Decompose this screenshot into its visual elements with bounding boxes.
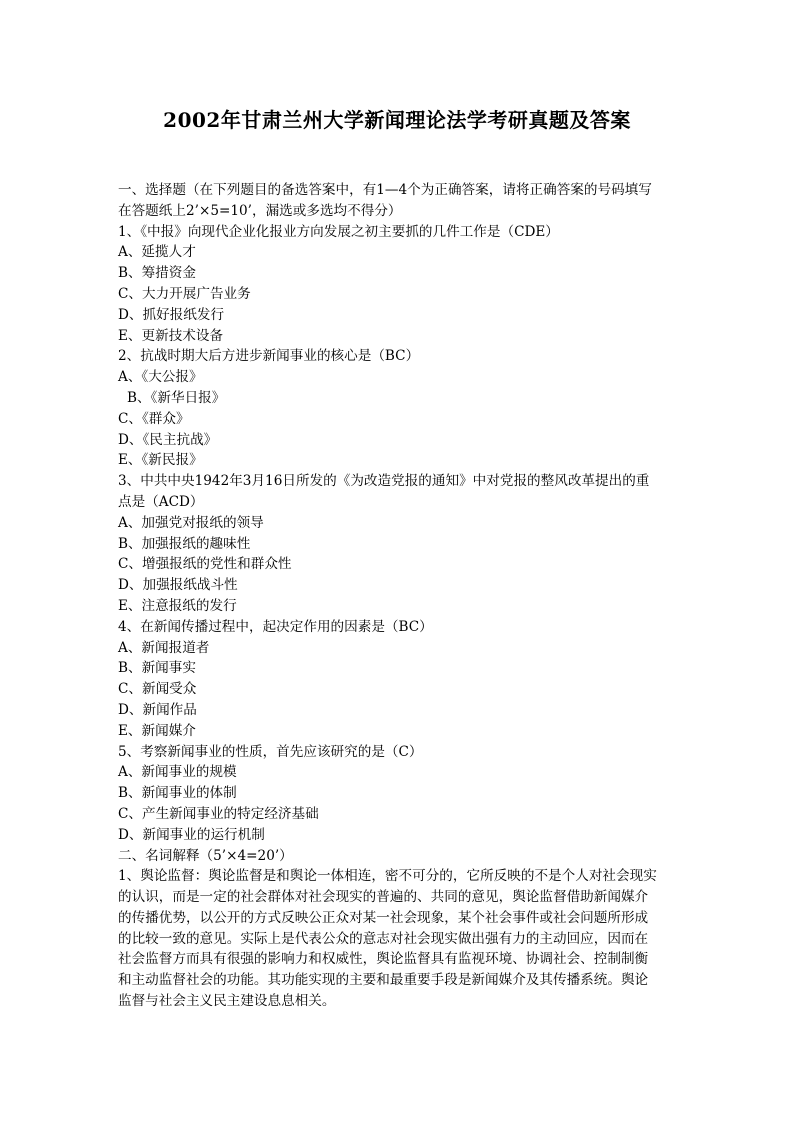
question-2-option-d: D、《民主抗战》: [118, 431, 218, 448]
question-4-option-e: E、新闻媒介: [118, 722, 196, 739]
section2-paragraph-line: 监督与社会主义民主建设息息相关。: [118, 993, 336, 1010]
question-2-option-e: E、《新民报》: [118, 452, 203, 469]
question-1-option-b: B、筹措资金: [118, 265, 196, 282]
question-1-text: 1、《中报》向现代企业化报业方向发展之初主要抓的几件工作是（CDE）: [118, 223, 559, 240]
question-1-option-a: A、延揽人才: [118, 244, 196, 261]
question-3-text: 点是（ACD）: [118, 493, 204, 510]
document-body: [118, 180, 678, 1012]
section2-paragraph-line: 和主动监督社会的功能。其功能实现的主要和最重要手段是新闻媒介及其传播系统。舆论: [118, 972, 649, 989]
section2-paragraph-line: 的传播优势，以公开的方式反映公正众对某一社会现象，某个社会事件或社会问题所形成: [118, 909, 649, 926]
document-title: 2002年甘肃兰州大学新闻理论法学考研真题及答案: [163, 108, 631, 132]
question-1-option-e: E、更新技术设备: [118, 327, 224, 344]
question-5-option-b: B、新闻事业的体制: [118, 785, 237, 802]
question-2-text: 2、抗战时期大后方进步新闻事业的核心是（BC）: [118, 348, 420, 365]
question-3-option-d: D、加强报纸战斗性: [118, 577, 238, 594]
question-5-option-c: C、产生新闻事业的特定经济基础: [118, 805, 319, 822]
question-5-option-a: A、新闻事业的规模: [118, 764, 237, 781]
section2-paragraph-line: 的认识，而是一定的社会群体对社会现实的普遍的、共同的意见，舆论监督借助新闻媒介: [118, 889, 649, 906]
question-3-text: 3、中共中央1942年3月16日所发的《为改造党报的通知》中对党报的整风改革提出的重: [118, 473, 650, 490]
question-4-option-d: D、新闻作品: [118, 701, 197, 718]
question-3-option-e: E、注意报纸的发行: [118, 597, 237, 614]
question-5-option-d: D、新闻事业的运行机制: [118, 826, 265, 843]
question-4-option-b: B、新闻事实: [118, 660, 196, 677]
question-4-option-c: C、新闻受众: [118, 681, 197, 698]
question-4-text: 4、在新闻传播过程中，起决定作用的因素是（BC）: [118, 618, 433, 635]
question-1-option-c: C、大力开展广告业务: [118, 285, 251, 302]
question-3-option-c: C、增强报纸的党性和群众性: [118, 556, 292, 573]
question-1-option-d: D、抓好报纸发行: [118, 306, 225, 323]
question-4-option-a: A、新闻报道者: [118, 639, 210, 656]
question-2-option-c: C、《群众》: [118, 410, 190, 427]
question-2-option-a: A、《大公报》: [118, 369, 203, 386]
question-3-option-a: A、加强党对报纸的领导: [118, 514, 264, 531]
question-5-text: 5、考察新闻事业的性质，首先应该研究的是（C）: [118, 743, 423, 760]
section1-heading-line: 一、选择题（在下列题目的备选答案中，有1—4个为正确答案，请将正确答案的号码填写: [118, 182, 652, 198]
section2-paragraph-line: 1、舆论监督：舆论监督是和舆论一体相连，密不可分的，它所反映的不是个人对社会现实: [118, 868, 657, 885]
question-2-option-b: B、《新华日报》: [127, 389, 226, 406]
section2-heading: 二、名词解释（5’×4=20’）: [118, 847, 293, 864]
section2-paragraph-line: 的比较一致的意见。实际上是代表公众的意志对社会现实做出强有力的主动回应，因而在: [118, 930, 649, 947]
section1-heading-line: 在答题纸上2’×5=10’，漏选或多选均不得分）: [118, 202, 402, 219]
question-3-option-b: B、加强报纸的趣味性: [118, 535, 251, 552]
section2-paragraph-line: 社会监督方而具有很强的影响力和权威性，舆论监督具有监视环境、协调社会、控制制衡: [118, 951, 649, 968]
